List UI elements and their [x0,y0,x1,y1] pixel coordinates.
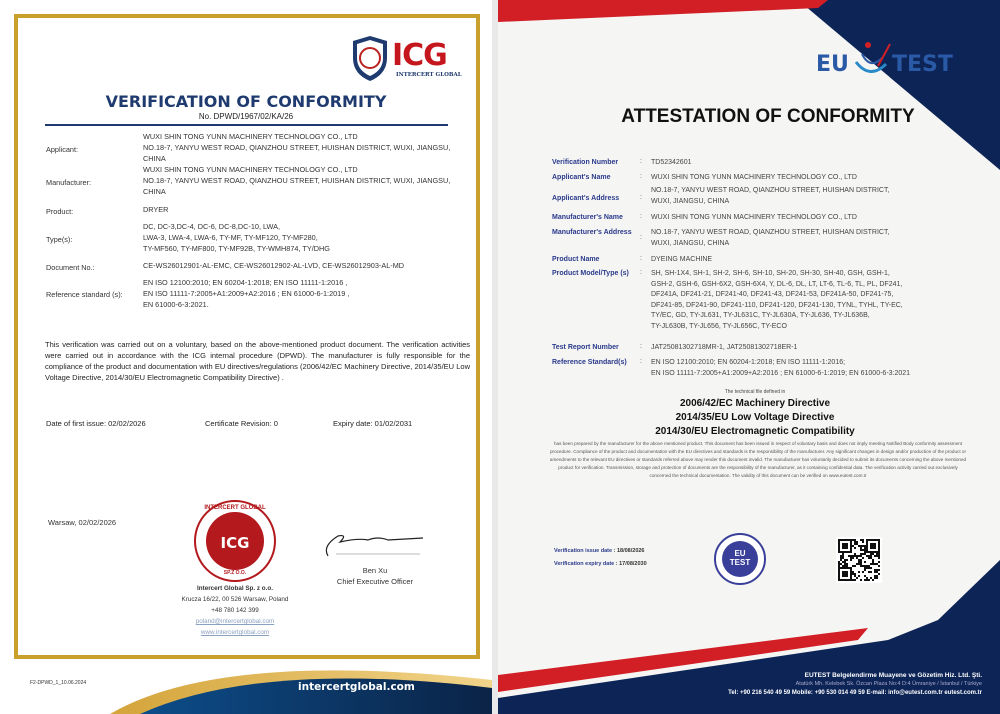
logo-mark: ICG [392,38,447,73]
colon: : [640,194,642,201]
applicant-label: Applicant: [46,145,79,154]
line: EN ISO 12100:2010; EN 60204-1:2018; EN ISO 11111-1:2016; [651,359,846,366]
types-value [143,222,478,254]
product-value: DRYER [143,205,169,214]
line: NO.18-7, YANYU WEST ROAD, QIANZHOU STREET, HUISHAN DISTRICT, WUXI, JIANGSU, [143,175,451,185]
verification-statement: This verification was carried out on a voluntary, based on the above-mentioned product document. The verification activities were carried out in accordance with the ICG internal procedure (DPWD). The manufacturer is fully responsible for the compliance of the product and documentation with EU directives/regulations (2006/42/EC Machinery Directive, 2014/35/EU Low Voltage Directive, 2014/30/EU Electromagnetic Compatibility Directive) . [45,340,470,382]
first-issue-date: Date of first issue: 02/02/2026 [46,419,146,428]
line: EN ISO 11111-7:2005+A1:2009+A2:2016 ; EN 61000-6-1:2019; EN 61000-6-3:2021 [651,369,911,377]
line: EN ISO 12100:2010; EN 60204-1:2018; EN ISO 11111-1:2016 , [143,278,348,287]
manufacturer-value [143,165,478,197]
document-no-label: Document No.: [46,263,95,272]
manufacturer-address-value [651,228,981,249]
company-web-link[interactable]: www.intercertglobal.com [200,629,270,636]
directive-emc: 2014/30/EU Electromagnetic Compatibility [655,426,855,437]
attestation-certificate [498,0,1000,714]
fine-print: has been prepared by the manufacturer for the above mentioned product. This document has been issued in respect of voluntary basis and does not imply meeting Notified Body conformity assessment procedure. Compliance of the product and documentation with the EU directives and standards is the responsibility of the manufacturer. Any significant changes in design and/or production of the product or amendments to the relevant EU directives or standards referred above may render this document invalid. The manufacturer has voluntarily decided to submit its documents concerning the above mentioned product for verification. Transmission, storage and protection of documents are the responsibility of the manufacturer, as it containing confidential data. The verification activity carried out exclusively concerned the technical documentation. The validity of this document can be verified on www.eutest.com.tr [549,441,967,479]
colon: : [640,213,642,220]
manufacturer-label: Manufacturer: [46,178,92,187]
line: DF241-85, DF241-90, DF241-110, DF241-120, DF241-130, TYNL, TYHL, TY-EC, [651,301,903,309]
colon: : [640,173,642,180]
line: DC, DC-3,DC-4, DC-6, DC-8,DC-10, LWA, [143,222,281,231]
line: LWA-3, LWA-4, LWA-6, TY-MF, TY-MF120, TY-MF280, [143,232,318,242]
title-divider [45,124,448,126]
form-code: F2-DPWD_1_10.06.2024 [30,680,87,686]
line: NO.18-7, YANYU WEST ROAD, QIANZHOU STREET, HUISHAN DISTRICT, [651,229,890,236]
issue-date [554,548,645,554]
company-name: Intercert Global Sp. z o.o. [197,585,273,592]
colon: : [640,234,642,241]
signer-title: Chief Executive Officer [336,577,414,586]
colon: : [640,269,642,276]
colon: : [640,158,642,165]
line: TY-MF560, TY-MF800, TY-MF92B, TY-WMH874, TY/DHG [143,243,330,253]
signer-name: Ben Xu [362,566,388,575]
logo-subtitle: INTERCERT GLOBAL [396,72,462,78]
line: EN 61000-6-3:2021. [143,299,209,309]
line: WUXI SHIN TONG YUNN MACHINERY TECHNOLOGY CO., LTD [143,132,358,141]
footer-address: Atatürk Mh. Kelebek Sk. Özcan Plaza No:4 D:4 Ümraniye / İstanbul / Türkiye [795,681,982,687]
certificate-title: ATTESTATION OF CONFORMITY [621,106,915,127]
product-label: Product: [46,207,74,216]
product-model-value [651,269,981,333]
logo-test: TEST [892,52,953,77]
manufacturer-address-label: Manufacturer's Address [552,229,632,236]
company-address: Krucza 16/22, 00 526 Warsaw, Poland [181,596,289,603]
certificate-revision: Certificate Revision: 0 [205,419,278,428]
reference-standard-value [143,278,478,310]
line: CHINA [143,153,166,163]
applicant-name-label: Applicant's Name [552,174,611,181]
footer-phone-email: Tel: +90 216 540 49 59 Mobile: +90 530 014 49 59 E-mail: info@eutest.com.tr eutest.com.tr [728,690,982,696]
colon: : [640,358,642,365]
seal-ring-text: INTERCERT GLOBAL [204,505,266,511]
signature [318,528,428,560]
issue-date-value: : 18/08/2026 [613,548,645,554]
verification-number-value: TD52342601 [651,159,692,166]
line: TY/EC, GD, TY-JL631, TY-JL631C, TY-JL630A, TY-JL636, TY-JL636B, [651,312,870,320]
applicant-name-value: WUXI SHIN TONG YUNN MACHINERY TECHNOLOGY CO., LTD [651,174,857,181]
technical-intro: The technical file defined in [724,389,786,395]
certificate-number: No. DPWD/1967/02/KA/26 [198,112,294,121]
verification-number-label: Verification Number [552,159,619,166]
footer-company: EUTEST Belgelendirme Muayene ve Gözetim Hiz. Ltd. Şti. [804,672,982,679]
verification-certificate [0,0,492,714]
logo-eu: EU [816,52,849,77]
colon: : [640,255,642,262]
book-quill-icon [852,40,892,82]
icg-logo [350,36,465,81]
line: GSH-2, GSH-6, GSH-6X2, GSH-6X4, Y, DL-6, DL, LT, LT-6, TL-6, TL, PL, DF241, [651,280,903,288]
stamp-test: TEST [729,558,751,567]
line: CHINA [143,186,166,196]
company-contact [150,583,320,638]
line: WUXI, JIANGSU, CHINA [651,239,730,247]
applicant-address-label: Applicant's Address [552,195,620,202]
footer-wave [0,640,492,714]
stamp-eu: EU [734,549,746,558]
expiry-date [554,561,647,567]
line: WUXI SHIN TONG YUNN MACHINERY TECHNOLOGY CO., LTD [143,165,358,174]
line: NO.18-7, YANYU WEST ROAD, QIANZHOU STREET, HUISHAN DISTRICT, [651,187,890,194]
footer-contact [728,672,982,696]
types-label: Type(s): [46,235,73,244]
expiry-date: Expiry date: 01/02/2031 [333,419,413,428]
icg-seal [194,500,276,582]
applicant-address-value [651,186,981,207]
reference-standards-label: Reference Standard(s) [552,359,627,366]
line: SH, SH-1X4, SH-1, SH-2, SH-6, SH-10, SH-20, SH-30, SH-40, GSH, GSH-1, [651,270,890,277]
manufacturer-name-label: Manufacturer's Name [552,214,623,221]
test-report-value: JAT25081302718MR-1, JAT25081302718ER-1 [651,344,798,351]
product-name-label: Product Name [552,256,600,263]
line: EN ISO 11111-7:2005+A1:2009+A2:2016 ; EN 61000-6-1:2019 , [143,288,350,298]
seal-bottom-text: SP.Z O.O. [223,570,247,576]
certificate-title: VERIFICATION OF CONFORMITY [105,92,387,111]
eutest-stamp [714,533,766,585]
lion-shield-icon [350,36,390,81]
line: NO.18-7, YANYU WEST ROAD, QIANZHOU STREET, HUISHAN DISTRICT, WUXI, JIANGSU, [143,142,451,152]
line: TY-JL630B, TY-JL656, TY-JL656C, TY-ECO [651,322,787,330]
line: DF241A, DF241-21, DF241-40, DF241-43, DF241-53, DF241A-50, DF241-75, [651,291,894,299]
expiry-date-value: : 17/08/2030 [615,561,647,567]
reference-standard-label: Reference standard (s): [46,290,123,299]
directive-machinery: 2006/42/EC Machinery Directive [679,398,831,409]
qr-code[interactable] [836,537,882,583]
product-name-value: DYEING MACHINE [651,256,713,263]
colon: : [640,343,642,350]
line: WUXI, JIANGSU, CHINA [651,197,730,205]
company-email-link[interactable]: poland@intercertglobal.com [195,618,275,625]
seal-center-text: ICG [220,534,250,552]
eutest-logo [816,40,966,85]
company-phone: +48 780 142 399 [211,607,259,614]
applicant-value [143,132,478,164]
product-model-label: Product Model/Type (s) [552,270,629,277]
footer-website: intercertglobal.com [298,681,415,693]
document-no-value: CE-WS26012901-AL-EMC, CE-WS26012902-AL-LVD, CE-WS26012903-AL-MD [143,261,405,270]
reference-standards-value [651,358,981,379]
issue-date-label: Verification issue date [554,548,613,554]
manufacturer-name-value: WUXI SHIN TONG YUNN MACHINERY TECHNOLOGY CO., LTD [651,214,857,221]
place-date: Warsaw, 02/02/2026 [48,518,117,527]
directive-low-voltage: 2014/35/EU Low Voltage Directive [675,412,835,423]
test-report-label: Test Report Number [552,344,619,351]
expiry-date-label: Verification expiry date [554,561,615,567]
